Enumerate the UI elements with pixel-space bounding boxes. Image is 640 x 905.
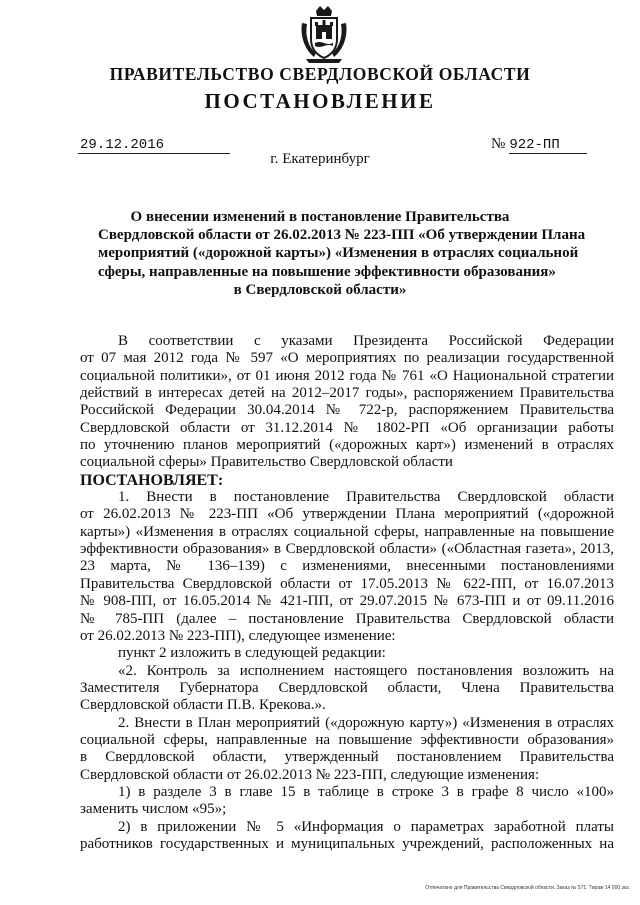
body-line: Свердловской области П.В. Крекова.». bbox=[80, 697, 326, 714]
subject-line: О внесении изменений в постановление Правительства bbox=[130, 209, 510, 225]
organization-title: ПРАВИТЕЛЬСТВО СВЕРДЛОВСКОЙ ОБЛАСТИ bbox=[109, 64, 531, 84]
document-type-heading: ПОСТАНОВЛЕНИЕ bbox=[204, 89, 436, 113]
body-line: действий в интересах детей на 2012–2017 годы», распоряжением Правительства bbox=[80, 385, 614, 402]
city-label: г. Екатеринбург bbox=[270, 151, 370, 167]
body-line: пункт 2 изложить в следующей редакции: bbox=[118, 645, 386, 662]
body-line: социальной сферы, направленные на повышение эффективности образования» bbox=[80, 731, 614, 748]
body-line: от 07 мая 2012 года № 597 «О мероприятиях по реализации государственной bbox=[80, 350, 614, 367]
body-line: Свердловской области от 26.02.2013 № 223-ПП, следующие изменения: bbox=[80, 766, 540, 783]
body-line: Правительства Свердловской области от 17.05.2013 № 622-ПП, от 16.07.2013 bbox=[80, 575, 614, 592]
body-line: социальной сферы» Правительство Свердловской области bbox=[80, 454, 453, 471]
body-line: в Свердловской области, утвержденный постановлением Правительства bbox=[80, 749, 614, 766]
body-line: 2) в приложении № 5 «Информация о параметрах заработной платы bbox=[118, 818, 614, 835]
body-line: Заместителя Губернатора Свердловской области, Члена Правительства bbox=[80, 679, 614, 696]
resolves-heading: ПОСТАНОВЛЯЕТ: bbox=[80, 471, 224, 489]
body-line: от 26.02.2013 № 223-ПП «Об утверждении Плана мероприятий («дорожной bbox=[80, 506, 614, 523]
document-body bbox=[80, 333, 614, 853]
body-line: эффективности образования» в Свердловской области» («Областная газета», 2013, bbox=[80, 541, 614, 558]
body-line: 2. Внести в План мероприятий («дорожную карту») «Изменения в отраслях bbox=[118, 714, 614, 731]
body-line: 1. Внести в постановление Правительства Свердловской области bbox=[118, 489, 614, 506]
document-date: 29.12.2016 bbox=[78, 137, 230, 154]
body-line: социальной политики», от 01 июня 2012 года № 761 «О Национальной стратегии bbox=[80, 367, 614, 384]
document-subject bbox=[98, 208, 586, 299]
body-line: карты») «Изменения в отраслях социальной сферы, направленные на повышение bbox=[80, 523, 614, 540]
body-line: от 26.02.2013 № 223-ПП), следующее изменение: bbox=[80, 627, 396, 644]
body-line: № 908-ПП, от 16.05.2014 № 421-ПП, от 29.07.2015 № 673-ПП и от 09.11.2016 bbox=[80, 593, 614, 610]
body-line: № 785-ПП (далее – постановление Правительства Свердловской области bbox=[80, 610, 614, 627]
subject-line: в Свердловской области» bbox=[233, 281, 407, 298]
body-line: В соответствии с указами Президента Российской Федерации bbox=[118, 333, 614, 349]
body-line: заменить числом «95»; bbox=[80, 801, 227, 818]
body-line: по уточнению планов мероприятий («дорожных карт») изменений в отраслях bbox=[80, 437, 614, 454]
document-number: 922-ПП bbox=[509, 137, 587, 154]
number-sign: № bbox=[491, 136, 506, 152]
body-line: Российской Федерации 30.04.2014 № 722-р, распоряжением Правительства bbox=[80, 402, 614, 419]
subject-line: Свердловской области от 26.02.2013 № 223-ПП «Об утверждении Плана bbox=[98, 227, 586, 244]
body-line: Свердловской области от 31.12.2014 № 1802-РП «Об организации работы bbox=[80, 419, 614, 436]
body-line: «2. Контроль за исполнением настоящего постановления возложить на bbox=[118, 662, 614, 679]
subject-line: мероприятий («дорожной карты») «Изменения в отраслях социальной bbox=[98, 245, 579, 262]
body-line: работников государственных и муниципальных учреждений, расположенных на bbox=[80, 835, 614, 852]
body-line: 1) в разделе 3 в главе 15 в таблице в строке 3 в графе 8 число «100» bbox=[118, 783, 614, 800]
coat-of-arms-emblem bbox=[298, 5, 350, 65]
print-footer: Отпечатано для Правительства Свердловской области. Заказ № 571. Тираж 14 000 экз. bbox=[425, 885, 630, 891]
body-line: 23 марта, № 136–139) с изменениями, внесенными постановлениями bbox=[80, 558, 614, 575]
subject-line: сферы, направленные на повышение эффективности образования» bbox=[98, 263, 556, 280]
